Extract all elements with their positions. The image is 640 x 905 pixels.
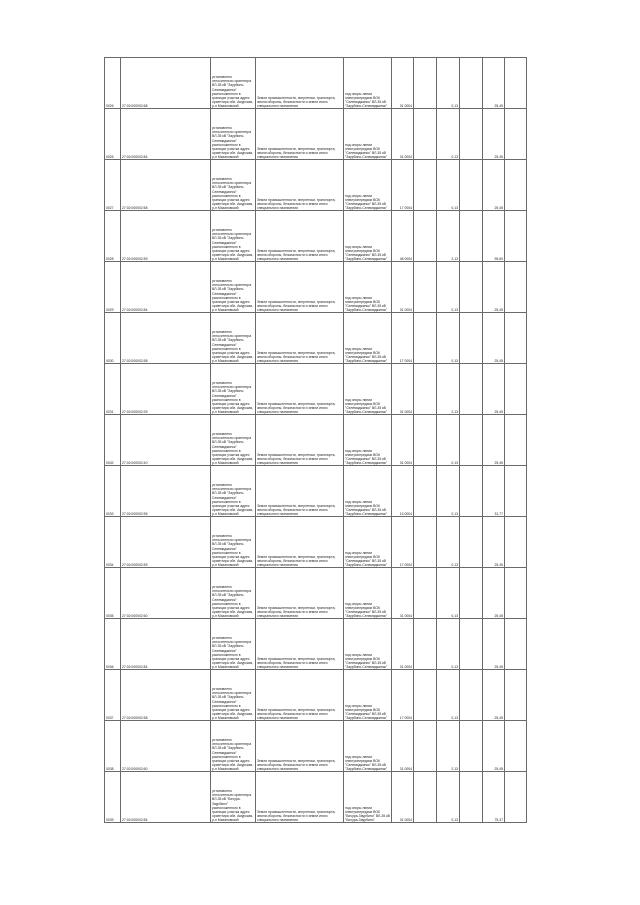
share-value: 0,13 [437,619,460,670]
land-category: Земли промышленности, энергетики, транспорта, земли обороны, безопасности и земли иного специального назначения [256,160,344,211]
empty-cell [414,721,437,772]
empty-cell [460,160,483,211]
area-value: 17 0004 [392,313,414,364]
cadastre-number: 27:02:000002:60 [121,568,211,619]
location-description: установлено относительно ориентира ВЛ-35 кВ "Заурбино-Селемиджинск" расположенного в границах участка адрес ориентира обл. Амурская, р-н Мазановский [211,466,256,517]
area-value: 17 0004 [392,160,414,211]
empty-cell [414,109,437,160]
location-description: установлено относительно ориентира ВЛ-35 кВ "Заурбино-Селемиджинск" расположенного в границах участка адрес ориентира обл. Амурская, р-н Мазановский [211,58,256,109]
empty-cell [505,568,527,619]
row-number: 0030 [105,313,121,364]
location-description: установлено относительно ориентира ВЛ-35 кВ "Заурбино-Селемиджинск" расположенного в границах участка адрес ориентира обл. Амурская, р-н Мазановский [211,262,256,313]
empty-cell [505,619,527,670]
land-category: Земли промышленности, энергетики, транспорта, земли обороны, безопасности и земли иного специального назначения [256,721,344,772]
sum-value: 25,45 [483,517,505,568]
row-number: 0031 [105,364,121,415]
location-description: установлено относительно ориентира ВЛ-35 кВ "Заурбино-Селемиджинск" расположенного в границах участка адрес ориентира обл. Амурская, р-н Мазановский [211,619,256,670]
empty-cell [414,466,437,517]
land-category: Земли промышленности, энергетики, транспорта, земли обороны, безопасности и земли иного специального назначения [256,568,344,619]
permitted-use: под опоры линии электропередачи ВОК "Селемиджинск" ВЛ-35 кВ "Заурбино-Селемиджинск" [344,721,392,772]
land-category: Земли промышленности, энергетики, транспорта, земли обороны, безопасности и земли иного специального назначения [256,262,344,313]
area-value: 31 0004 [392,262,414,313]
empty-cell [505,364,527,415]
empty-cell [414,364,437,415]
area-value: 31 0004 [392,109,414,160]
share-value: 0,13 [437,517,460,568]
empty-cell [460,58,483,109]
share-value: 0,13 [437,262,460,313]
permitted-use: под опоры линии электропередачи ВОК "Селемиджинск" ВЛ-35 кВ "Заурбино-Селемиджинск" [344,160,392,211]
empty-cell [505,160,527,211]
land-category: Земли промышленности, энергетики, транспорта, земли обороны, безопасности и земли иного специального назначения [256,466,344,517]
row-number: 0035 [105,568,121,619]
share-value: 2,13 [437,364,460,415]
area-value: 31 0004 [392,415,414,466]
row-number: 0037 [105,670,121,721]
empty-cell [505,670,527,721]
sum-value: 25,45 [483,58,505,109]
location-description: установлено относительно ориентира ВЛ-35 кВ "Заурбино-Селемиджинск" расположенного в границах участка адрес ориентира обл. Амурская, р-н Мазановский [211,415,256,466]
share-value: 0,13 [437,109,460,160]
empty-cell [460,211,483,262]
location-description: установлено относительно ориентира ВЛ-35 кВ "Бичура-Заурбино" расположенного в границах участка адрес ориентира обл. Амурская, р-н Мазановский [211,772,256,823]
table-row [105,160,527,211]
sum-value: 25,45 [483,415,505,466]
table-row [105,313,527,364]
share-value: 0,13 [437,313,460,364]
row-number: 0026 [105,109,121,160]
land-category: Земли промышленности, энергетики, транспорта, земли обороны, безопасности и земли иного специального назначения [256,58,344,109]
area-value: 31 0004 [392,721,414,772]
empty-cell [460,568,483,619]
empty-cell [505,109,527,160]
area-value: 31 0004 [392,364,414,415]
location-description: установлено относительно ориентира ВЛ-35 кВ "Заурбино-Селемиджинск" расположенного в границах участка адрес ориентира обл. Амурская, р-н Мазановский [211,721,256,772]
empty-cell [460,619,483,670]
empty-cell [505,517,527,568]
area-value: 17 0004 [392,670,414,721]
empty-cell [414,313,437,364]
location-description: установлено относительно ориентира ВЛ-35 кВ "Заурбино-Селемиджинск" расположенного в границах участка адрес ориентира обл. Амурская, р-н Мазановский [211,517,256,568]
permitted-use: под опоры линии электропередачи ВОК "Селемиджинск" ВЛ-35 кВ "Заурбино-Селемиджинск" [344,517,392,568]
table-row [105,211,527,262]
empty-cell [414,415,437,466]
permitted-use: под опоры линии электропередачи ВОК "Селемиджинск" ВЛ-35 кВ "Заурбино-Селемиджинск" [344,109,392,160]
land-category: Земли промышленности, энергетики, транспорта, земли обороны, безопасности и земли иного специального назначения [256,415,344,466]
table-row [105,262,527,313]
cadastre-number: 27:02:000002:58 [121,670,211,721]
empty-cell [414,262,437,313]
empty-cell [505,211,527,262]
permitted-use: под опоры линии электропередачи ВОК "Селемиджинск" ВЛ-35 кВ "Заурбино-Селемиджинск" [344,58,392,109]
share-value: 2,13 [437,721,460,772]
location-description: установлено относительно ориентира ВЛ-35 кВ "Заурбино-Селемиджинск" расположенного в границах участка адрес ориентира обл. Амурская, р-н Мазановский [211,313,256,364]
sum-value: 25,45 [483,568,505,619]
empty-cell [414,670,437,721]
sum-value: 25,45 [483,313,505,364]
share-value: 0,13 [437,160,460,211]
permitted-use: под опоры линии электропередачи ВОК "Селемиджинск" ВЛ-35 кВ "Заурбино-Селемиджинск" [344,364,392,415]
permitted-use: под опоры линии электропередачи ВОК "Селемиджинск" ВЛ-35 кВ "Заурбино-Селемиджинск" [344,211,392,262]
table-row [105,58,527,109]
sum-value: 25,45 [483,364,505,415]
cadastre-number: 27:02:000002:60 [121,721,211,772]
table-row [105,568,527,619]
empty-cell [505,721,527,772]
sum-value: 25,45 [483,160,505,211]
permitted-use: под опоры линии электропередачи ВОК "Селемиджинск" ВЛ-35 кВ "Заурбино-Селемиджинск" [344,262,392,313]
cadastre-number: 27:02:000002:39 [121,364,211,415]
location-description: установлено относительно ориентира ВЛ-35 кВ "Заурбино-Селемиджинск" расположенного в границах участка адрес ориентира обл. Амурская, р-н Мазановский [211,364,256,415]
location-description: установлено относительно ориентира ВЛ-35 кВ "Заурбино-Селемиджинск" расположенного в границах участка адрес ориентира обл. Амурская, р-н Мазановский [211,670,256,721]
permitted-use: под опоры линии электропередачи ВОК "Селемиджинск" ВЛ-35 кВ "Заурбино-Селемиджинск" [344,313,392,364]
table-row [105,772,527,823]
empty-cell [460,262,483,313]
row-number: 0027 [105,160,121,211]
share-value: 0,13 [437,58,460,109]
empty-cell [460,313,483,364]
land-category: Земли промышленности, энергетики, транспорта, земли обороны, безопасности и земли иного специального назначения [256,109,344,160]
cadastre-number: 27:02:000002:55 [121,466,211,517]
land-category: Земли промышленности, энергетики, транспорта, земли обороны, безопасности и земли иного специального назначения [256,670,344,721]
location-description: установлено относительно ориентира ВЛ-35 кВ "Заурбино-Селемиджинск" расположенного в границах участка адрес ориентира обл. Амурская, р-н Мазановский [211,160,256,211]
cadastre-number: 27:02:000002:84 [121,619,211,670]
sum-value: 25,45 [483,262,505,313]
document-table-page [104,57,526,823]
area-value: 31 0004 [392,568,414,619]
empty-cell [460,364,483,415]
cadastre-number: 27:02:000002:40 [121,415,211,466]
share-value: 0,13 [437,568,460,619]
cadastre-number: 27:02:000002:59 [121,211,211,262]
table-row [105,364,527,415]
location-description: установлено относительно ориентира ВЛ-35 кВ "Заурбино-Селемиджинск" расположенного в границах участка адрес ориентира обл. Амурская, р-н Мазановский [211,211,256,262]
land-category: Земли промышленности, энергетики, транспорта, земли обороны, безопасности и земли иного специального назначения [256,313,344,364]
row-number: 0032 [105,415,121,466]
empty-cell [460,517,483,568]
permitted-use: под опоры линии электропередачи ВОК "Селемиджинск" ВЛ-35 кВ "Заурбино-Селемиджинск" [344,568,392,619]
empty-cell [414,619,437,670]
share-value: 0,13 [437,772,460,823]
permitted-use: под опоры линии электропередачи ВОК "Селемиджинск" ВЛ-35 кВ "Заурбино-Селемиджинск" [344,619,392,670]
cadastre-number: 27:02:000002:58 [121,160,211,211]
land-category: Земли промышленности, энергетики, транспорта, земли обороны, безопасности и земли иного специального назначения [256,772,344,823]
sum-value: 95,60 [483,211,505,262]
row-number: 0028 [105,211,121,262]
sum-value: 25,45 [483,721,505,772]
table-row [105,466,527,517]
sum-value: 25,45 [483,670,505,721]
empty-cell [460,670,483,721]
empty-cell [460,772,483,823]
cadastre-number: 27:02:000002:84 [121,772,211,823]
empty-cell [505,466,527,517]
land-plot-table [104,57,527,823]
location-description: установлено относительно ориентира ВЛ-35 кВ "Заурбино-Селемиджинск" расположенного в границах участка адрес ориентира обл. Амурская, р-н Мазановский [211,568,256,619]
cadastre-number: 27:02:000002:68 [121,58,211,109]
sum-value: 25,45 [483,109,505,160]
permitted-use: под опоры линии электропередачи ВОК "Селемиджинск" ВЛ-35 кВ "Заурбино-Селемиджинск" [344,415,392,466]
row-number: 0039 [105,772,121,823]
row-number: 0034 [105,517,121,568]
area-value: 13 0004 [392,466,414,517]
empty-cell [414,160,437,211]
area-value: 31 0004 [392,619,414,670]
cadastre-number: 27:02:000002:58 [121,313,211,364]
land-category: Земли промышленности, энергетики, транспорта, земли обороны, безопасности и земли иного специального назначения [256,211,344,262]
empty-cell [505,58,527,109]
empty-cell [460,721,483,772]
share-value: 2,13 [437,211,460,262]
table-row [105,721,527,772]
permitted-use: под опоры линии электропередачи ВОК "Бичура-Заурбино" ВЛ-35 кВ "Бичура-Заурбино" [344,772,392,823]
empty-cell [414,568,437,619]
permitted-use: под опоры линии электропередачи ВОК "Селемиджинск" ВЛ-35 кВ "Заурбино-Селемиджинск" [344,466,392,517]
table-row [105,109,527,160]
row-number: 0026 [105,58,121,109]
empty-cell [414,772,437,823]
area-value: 31 0004 [392,58,414,109]
permitted-use: под опоры линии электропередачи ВОК "Селемиджинск" ВЛ-35 кВ "Заурбино-Селемиджинск" [344,670,392,721]
table-row [105,415,527,466]
cadastre-number: 27:02:000002:84 [121,262,211,313]
sum-value: 75,37 [483,772,505,823]
table-body [105,58,527,823]
area-value: 17 0004 [392,517,414,568]
share-value: 0,13 [437,415,460,466]
empty-cell [460,415,483,466]
sum-value: 31,77 [483,466,505,517]
empty-cell [414,211,437,262]
row-number: 0029 [105,262,121,313]
table-row [105,517,527,568]
empty-cell [505,772,527,823]
land-category: Земли промышленности, энергетики, транспорта, земли обороны, безопасности и земли иного специального назначения [256,517,344,568]
land-category: Земли промышленности, энергетики, транспорта, земли обороны, безопасности и земли иного специального назначения [256,364,344,415]
land-category: Земли промышленности, энергетики, транспорта, земли обороны, безопасности и земли иного специального назначения [256,619,344,670]
row-number: 0038 [105,721,121,772]
cadastre-number: 27:02:000002:59 [121,517,211,568]
row-number: 0033 [105,466,121,517]
share-value: 0,13 [437,670,460,721]
sum-value: 25,45 [483,619,505,670]
area-value: 31 0004 [392,772,414,823]
empty-cell [414,517,437,568]
table-row [105,619,527,670]
empty-cell [505,262,527,313]
area-value: 48 0004 [392,211,414,262]
empty-cell [414,58,437,109]
share-value: 0,13 [437,466,460,517]
empty-cell [460,109,483,160]
empty-cell [505,415,527,466]
row-number: 0036 [105,619,121,670]
table-row [105,670,527,721]
empty-cell [460,466,483,517]
location-description: установлено относительно ориентира ВЛ-35 кВ "Заурбино-Селемиджинск" расположенного в границах участка адрес ориентира обл. Амурская, р-н Мазановский [211,109,256,160]
cadastre-number: 27:02:000002:84 [121,109,211,160]
empty-cell [505,313,527,364]
